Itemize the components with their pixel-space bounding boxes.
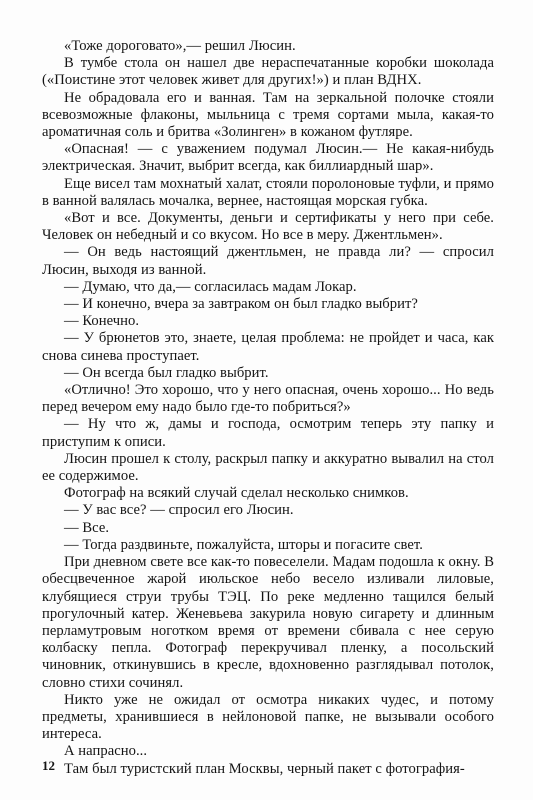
paragraph: — Он всегда был гладко выбрит. — [64, 364, 269, 381]
paragraph: В тумбе стола он нашел две нераспечатанные коробки шоколада («Поистине этот человек живет для других!») и план ВДНХ. — [42, 55, 494, 89]
paragraph: — Тогда раздвиньте, пожалуйста, шторы и погасите свет. — [64, 536, 423, 553]
paragraph: «Тоже дороговато»,— решил Люсин. — [64, 38, 296, 54]
paragraph: «Опасная! — с уважением подумал Люсин.— Не какая-нибудь электрическая. Значит, выбрит всегда, как биллиардный шар». — [42, 141, 494, 175]
paragraph: «Отлично! Это хорошо, что у него опасная, очень хорошо... Но ведь перед вечером ему надо было где-то побриться?» — [42, 382, 494, 416]
paragraph: — У вас все? — спросил его Люсин. — [64, 502, 294, 519]
paragraph: При дневном свете все как-то повеселели. Мадам подошла к окну. В обесцвеченное жарой июльское небо весело изливали лиловые, клубящиеся струи трубы ТЭЦ. По реке медленно тащился белый прогулочный катер. Женевьева закурила новую сигарету и длинным перламутровым ноготком время от времени сбивала с нее серую колбаску пепла. Фотограф перекручивал пленку, а посольский чиновник, откинувшись в кресле, вдохновенно разглядывал потолок, словно стихи сочинял. — [42, 554, 494, 691]
paragraph: — И конечно, вчера за завтраком он был гладко выбрит? — [64, 296, 418, 313]
paragraph: Там был туристский план Москвы, черный пакет с фотография- — [64, 760, 465, 777]
paragraph: Никто уже не ожидал от осмотра никаких чудес, и потому предметы, хранившиеся в нейлоновой папке, не вызывали особого интереса. — [42, 691, 494, 743]
paragraph: — Ну что ж, дамы и господа, осмотрим теперь эту папку и приступим к описи. — [42, 416, 494, 450]
paragraph: Люсин прошел к столу, раскрыл папку и аккуратно вывалил на стол ее содержимое. — [42, 450, 494, 485]
paragraph: Не обрадовала его и ванная. Там на зеркальной полочке стояли всевозможные флаконы, мыльница с тремя сортами мыла, какая-то ароматичная соль и бритва «Золинген» в кожаном футляре. — [42, 89, 494, 141]
paragraph: Фотограф на всякий случай сделал несколько снимков. — [64, 485, 409, 502]
paragraph: Еще висел там мохнатый халат, стояли поролоновые туфли, и прямо в ванной валялась мочалка, вернее, настоящая морская губка. — [42, 175, 494, 209]
paragraph: — У брюнетов это, знаете, целая проблема: не пройдет и часа, как снова синева проступает. — [42, 330, 494, 364]
paragraph: — Думаю, что да,— согласилась мадам Локар. — [64, 278, 357, 295]
paragraph: — Все. — [64, 519, 110, 536]
paragraph: «Вот и все. Документы, деньги и сертификаты у него при себе. Человек он небедный и со вкусом. Но все в меру. Джентльмен». — [42, 210, 494, 244]
page-number: 12 — [42, 758, 55, 773]
page-body-text — [42, 38, 494, 778]
paragraph: — Он ведь настоящий джентльмен, не правда ли? — спросил Люсин, выходя из ванной. — [42, 244, 494, 278]
paragraph: А напрасно... — [64, 743, 148, 760]
paragraph: — Конечно. — [64, 313, 140, 330]
